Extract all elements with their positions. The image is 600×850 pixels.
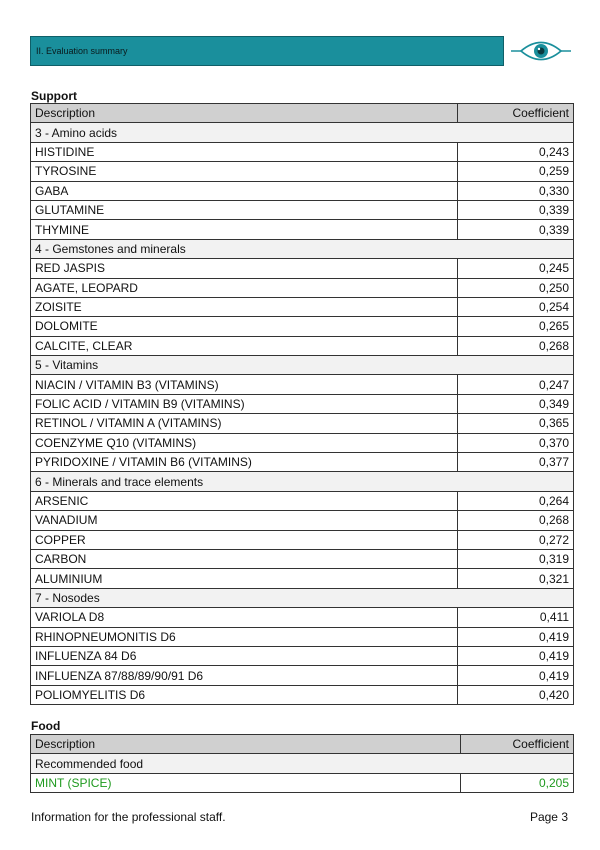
table-row xyxy=(31,433,574,452)
table-row xyxy=(31,200,574,219)
row-coefficient: 0,419 xyxy=(458,627,574,646)
row-coefficient: 0,205 xyxy=(461,773,574,792)
group-row xyxy=(31,754,574,773)
row-coefficient: 0,268 xyxy=(458,336,574,355)
row-coefficient: 0,272 xyxy=(458,530,574,549)
row-description: INFLUENZA 84 D6 xyxy=(31,646,458,665)
section-header-bar xyxy=(30,36,504,66)
row-coefficient: 0,370 xyxy=(458,433,574,452)
table-row xyxy=(31,685,574,704)
group-label: Recommended food xyxy=(31,754,574,773)
coefficient-column-header: Coefficient xyxy=(461,735,574,754)
row-description: RED JASPIS xyxy=(31,259,458,278)
group-row xyxy=(31,123,574,142)
support-table xyxy=(30,103,574,705)
group-row xyxy=(31,472,574,491)
table-row xyxy=(31,491,574,510)
row-description: RETINOL / VITAMIN A (VITAMINS) xyxy=(31,414,458,433)
row-description: FOLIC ACID / VITAMIN B9 (VITAMINS) xyxy=(31,394,458,413)
group-row xyxy=(31,356,574,375)
table-row xyxy=(31,259,574,278)
table-row xyxy=(31,627,574,646)
table-row xyxy=(31,142,574,161)
row-coefficient: 0,419 xyxy=(458,646,574,665)
row-description: DOLOMITE xyxy=(31,317,458,336)
table-row xyxy=(31,569,574,588)
table-row xyxy=(31,608,574,627)
table-row xyxy=(31,773,574,792)
row-description: PYRIDOXINE / VITAMIN B6 (VITAMINS) xyxy=(31,453,458,472)
row-coefficient: 0,259 xyxy=(458,162,574,181)
table-row xyxy=(31,278,574,297)
row-coefficient: 0,247 xyxy=(458,375,574,394)
row-coefficient: 0,243 xyxy=(458,142,574,161)
row-coefficient: 0,268 xyxy=(458,511,574,530)
support-header-row xyxy=(31,104,574,123)
table-row xyxy=(31,530,574,549)
row-coefficient: 0,321 xyxy=(458,569,574,588)
row-coefficient: 0,419 xyxy=(458,666,574,685)
row-description: RHINOPNEUMONITIS D6 xyxy=(31,627,458,646)
table-row xyxy=(31,181,574,200)
group-row xyxy=(31,239,574,258)
food-header-row xyxy=(31,735,574,754)
row-description: POLIOMYELITIS D6 xyxy=(31,685,458,704)
table-row xyxy=(31,394,574,413)
section-header-title: II. Evaluation summary xyxy=(36,46,128,56)
row-description: ARSENIC xyxy=(31,491,458,510)
table-row xyxy=(31,511,574,530)
row-coefficient: 0,349 xyxy=(458,394,574,413)
row-description: ALUMINIUM xyxy=(31,569,458,588)
table-row xyxy=(31,646,574,665)
row-description: COPPER xyxy=(31,530,458,549)
table-row xyxy=(31,549,574,568)
row-description: INFLUENZA 87/88/89/90/91 D6 xyxy=(31,666,458,685)
row-description: VANADIUM xyxy=(31,511,458,530)
row-description: ZOISITE xyxy=(31,297,458,316)
group-label: 3 - Amino acids xyxy=(31,123,574,142)
row-description: CALCITE, CLEAR xyxy=(31,336,458,355)
eye-icon xyxy=(509,36,573,66)
support-section-title: Support xyxy=(31,89,77,103)
table-row xyxy=(31,453,574,472)
row-description: HISTIDINE xyxy=(31,142,458,161)
group-row xyxy=(31,588,574,607)
table-row xyxy=(31,317,574,336)
coefficient-column-header: Coefficient xyxy=(458,104,574,123)
page-number: Page 3 xyxy=(529,810,568,824)
table-row xyxy=(31,162,574,181)
row-coefficient: 0,265 xyxy=(458,317,574,336)
group-label: 6 - Minerals and trace elements xyxy=(31,472,574,491)
row-description: NIACIN / VITAMIN B3 (VITAMINS) xyxy=(31,375,458,394)
row-coefficient: 0,250 xyxy=(458,278,574,297)
row-coefficient: 0,319 xyxy=(458,549,574,568)
row-description: VARIOLA D8 xyxy=(31,608,458,627)
table-row xyxy=(31,414,574,433)
group-label: 4 - Gemstones and minerals xyxy=(31,239,574,258)
table-row xyxy=(31,336,574,355)
row-description: CARBON xyxy=(31,549,458,568)
row-description: MINT (SPICE) xyxy=(31,773,461,792)
row-coefficient: 0,264 xyxy=(458,491,574,510)
row-coefficient: 0,339 xyxy=(458,200,574,219)
row-coefficient: 0,365 xyxy=(458,414,574,433)
group-label: 5 - Vitamins xyxy=(31,356,574,375)
row-description: GABA xyxy=(31,181,458,200)
group-label: 7 - Nosodes xyxy=(31,588,574,607)
footer-note: Information for the professional staff. xyxy=(31,810,226,824)
row-coefficient: 0,245 xyxy=(458,259,574,278)
row-coefficient: 0,254 xyxy=(458,297,574,316)
description-column-header: Description xyxy=(31,735,461,754)
food-table xyxy=(30,734,574,793)
row-coefficient: 0,330 xyxy=(458,181,574,200)
row-description: TYROSINE xyxy=(31,162,458,181)
row-description: GLUTAMINE xyxy=(31,200,458,219)
row-description: COENZYME Q10 (VITAMINS) xyxy=(31,433,458,452)
row-coefficient: 0,339 xyxy=(458,220,574,239)
table-row xyxy=(31,220,574,239)
row-coefficient: 0,411 xyxy=(458,608,574,627)
food-section-title: Food xyxy=(31,719,61,733)
description-column-header: Description xyxy=(31,104,458,123)
row-description: AGATE, LEOPARD xyxy=(31,278,458,297)
row-coefficient: 0,377 xyxy=(458,453,574,472)
table-row xyxy=(31,297,574,316)
row-coefficient: 0,420 xyxy=(458,685,574,704)
row-description: THYMINE xyxy=(31,220,458,239)
table-row xyxy=(31,666,574,685)
table-row xyxy=(31,375,574,394)
